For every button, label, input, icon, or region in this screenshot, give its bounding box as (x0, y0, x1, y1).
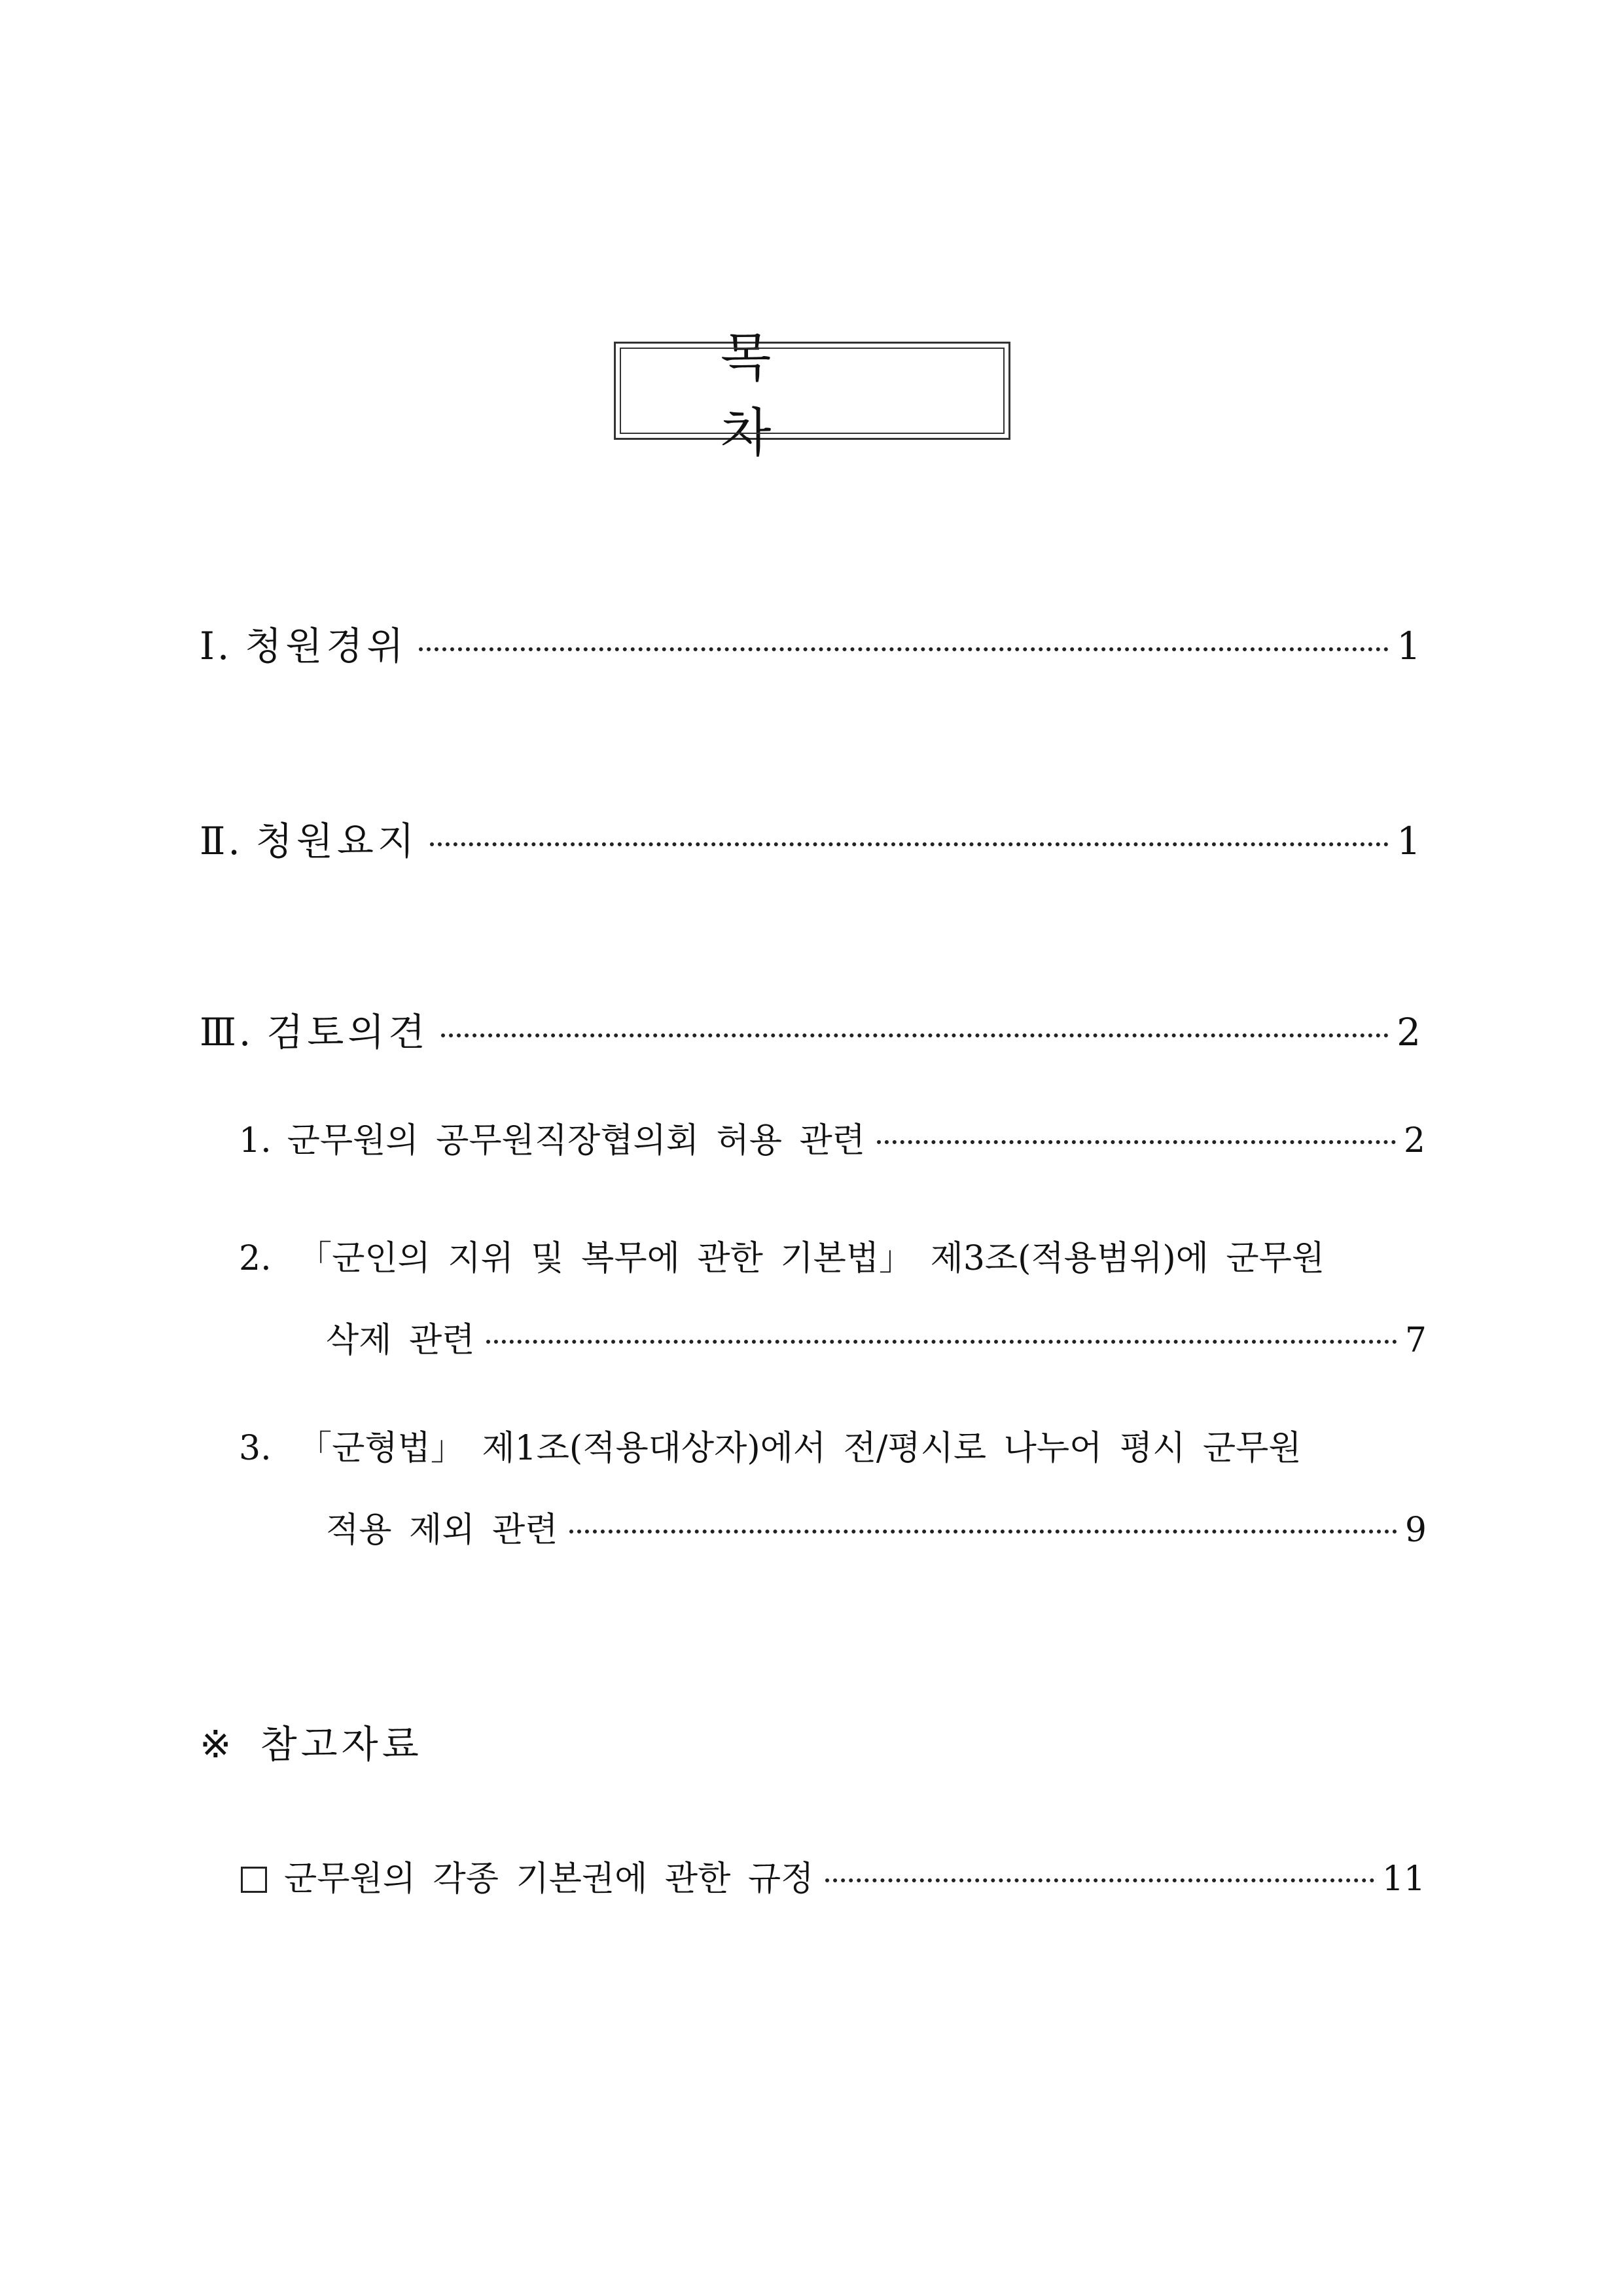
reference-label: 군무원의 각종 기본권에 관한 규정 (284, 1859, 814, 1899)
section-label: 청원요지 (255, 819, 418, 863)
toc-entry-subsection-3-line1[interactable] (239, 1420, 1302, 1469)
leader-dots (877, 1140, 1396, 1144)
section-numeral: Ⅱ. (200, 819, 243, 863)
toc-entry-reference-1[interactable] (241, 1851, 1425, 1900)
subsection-label: 「군인의 지위 및 복무에 관한 기본법」 제3조(적용범위)에 군무원 (298, 1239, 1325, 1278)
toc-entry-section-1[interactable] (200, 615, 1423, 670)
toc-entry-section-3[interactable] (200, 1001, 1423, 1056)
toc-entry-subsection-1[interactable] (239, 1113, 1425, 1162)
subsection-label: 「군형법」 제1조(적용대상자)에서 전/평시로 나누어 평시 군무원 (298, 1429, 1302, 1468)
subsection-number: 3. (239, 1429, 272, 1468)
subsection-label: 군무원의 공무원직장협의회 허용 관련 (287, 1121, 865, 1160)
subsection-number: 1. (239, 1121, 272, 1160)
toc-entry-subsection-2-line2[interactable] (326, 1312, 1427, 1361)
references-title: 참고자료 (260, 1722, 423, 1767)
reference-mark: ※ (200, 1722, 234, 1767)
section-numeral: Ⅲ. (200, 1010, 254, 1054)
subsection-label-continued: 삭제 관련 (326, 1321, 475, 1360)
toc-entry-subsection-3-line2[interactable] (326, 1502, 1427, 1551)
page-number: 7 (1404, 1321, 1427, 1360)
toc-title: 목 차 (721, 327, 876, 463)
page-number: 2 (1403, 1121, 1425, 1160)
leader-dots (419, 647, 1389, 651)
section-label: 청원경위 (245, 624, 408, 668)
leader-dots (441, 1033, 1389, 1037)
references-heading (200, 1713, 423, 1768)
page-number: 1 (1397, 819, 1423, 863)
section-numeral: Ⅰ. (200, 624, 232, 668)
leader-dots (569, 1530, 1397, 1534)
leader-dots (825, 1878, 1374, 1882)
page-number: 9 (1404, 1511, 1427, 1550)
page-number: 11 (1382, 1859, 1425, 1899)
section-label: 검토의견 (266, 1010, 429, 1054)
subsection-number: 2. (239, 1239, 272, 1278)
subsection-label-continued: 적용 제외 관련 (326, 1511, 558, 1550)
page-number: 2 (1397, 1010, 1423, 1054)
toc-title-box (614, 327, 1010, 463)
page-number: 1 (1397, 624, 1423, 668)
toc-entry-section-2[interactable] (200, 810, 1423, 865)
leader-dots (430, 842, 1389, 846)
leader-dots (486, 1340, 1397, 1344)
toc-entry-subsection-2-line1[interactable] (239, 1230, 1325, 1280)
checkbox-square-icon (241, 1867, 267, 1893)
